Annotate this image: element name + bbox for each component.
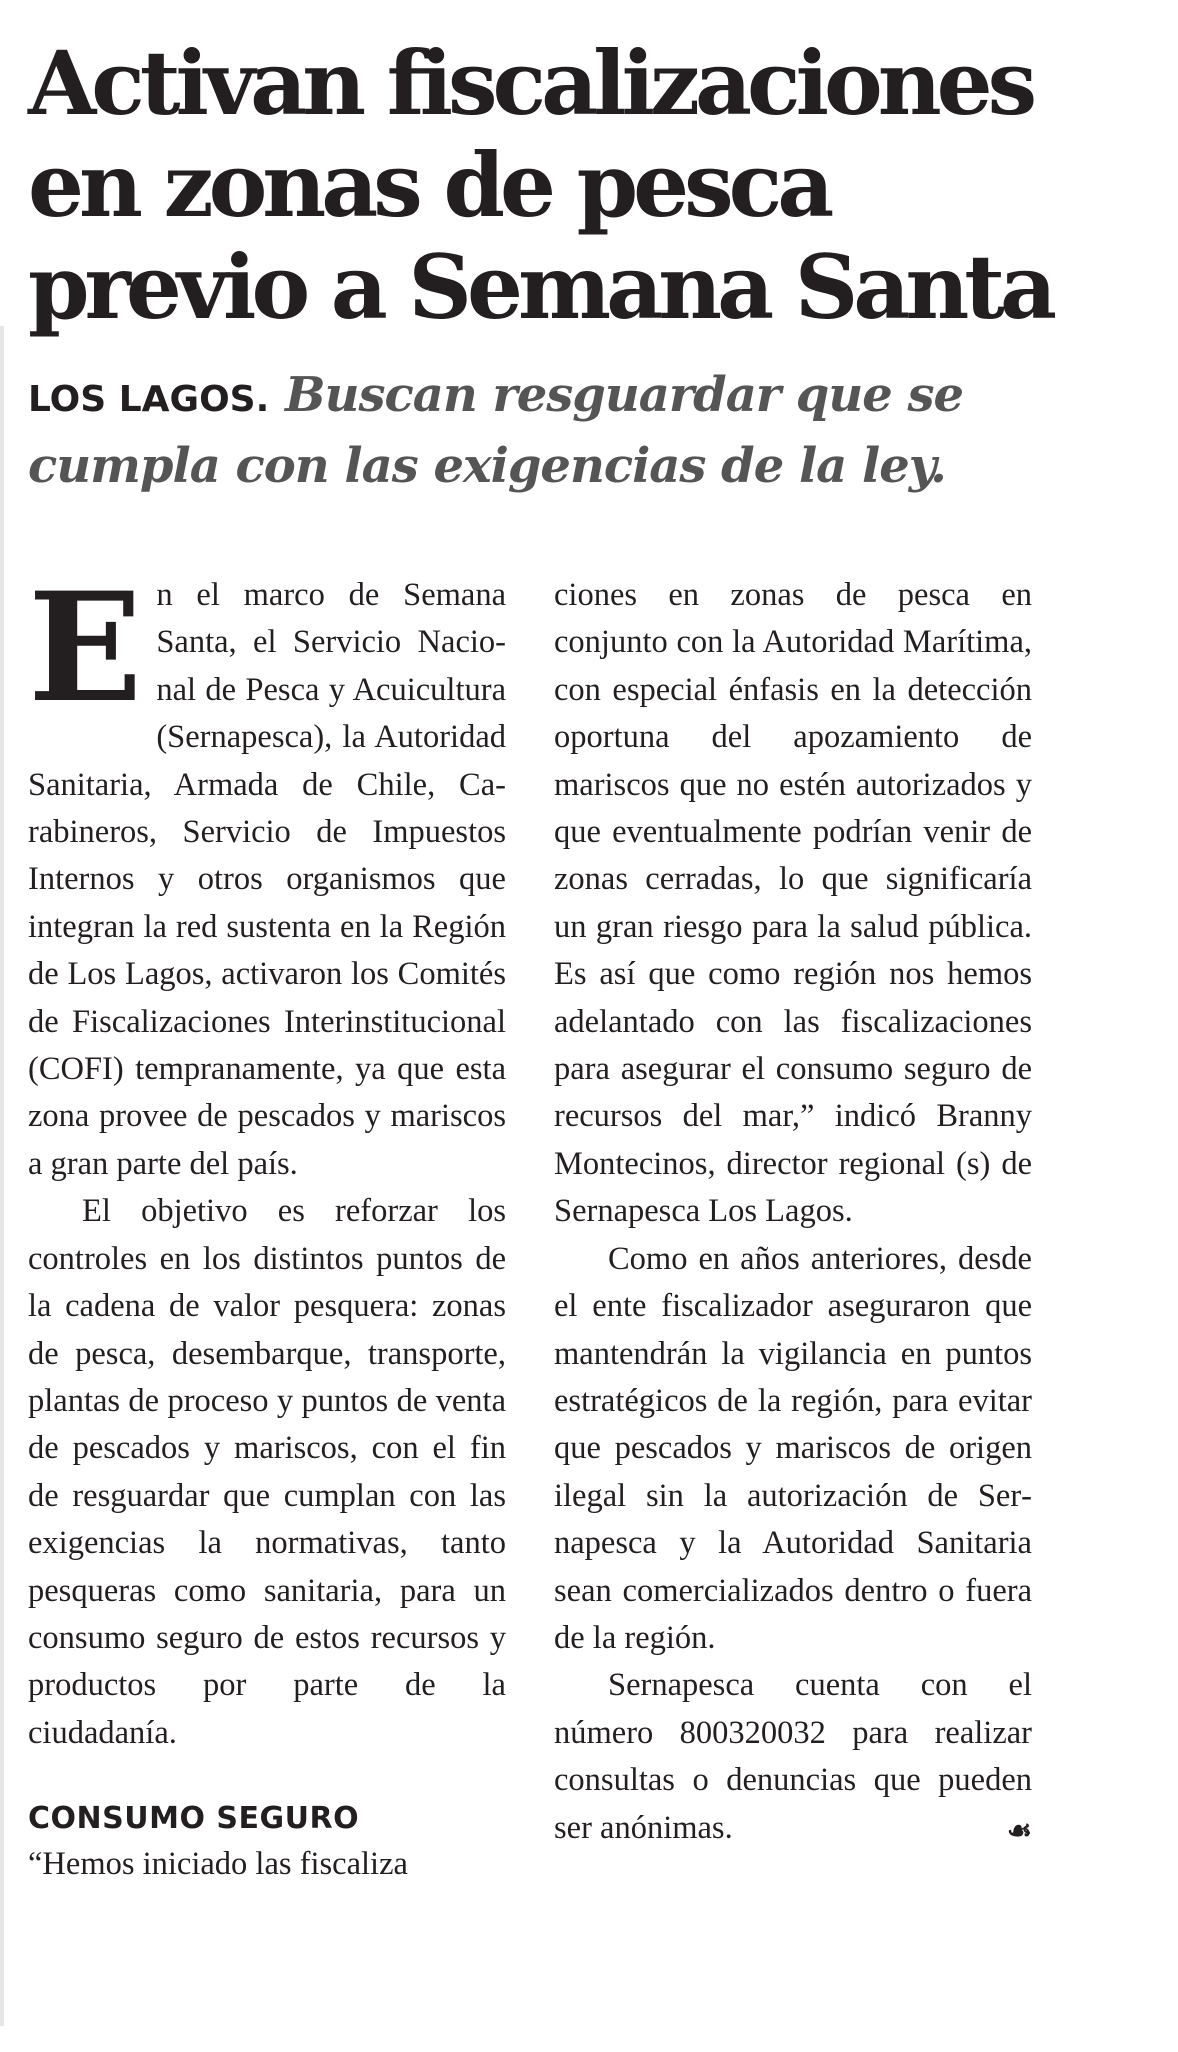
lead-text: Buscan resguardar que se cumpla con las exigencias de la ley.: [28, 367, 964, 494]
deck: [28, 362, 1128, 499]
paragraph-5-text: Sernapesca cuenta con el número 800320032 para realizar consultas o denuncias que pueden ser anónimas.: [554, 1667, 1032, 1846]
headline: [28, 32, 1128, 338]
left-margin-rule: [0, 326, 4, 2026]
paragraph-1: [28, 560, 506, 1188]
end-mark-icon: ☙: [1006, 1813, 1032, 1847]
column-left: [28, 560, 506, 1889]
column-right: [554, 572, 1032, 1854]
headline-line: previo a Semana Santa: [28, 235, 1052, 339]
subhead-consumo-seguro: CONSUMO SEGURO: [28, 1801, 360, 1837]
headline-line: en zonas de pesca: [28, 133, 830, 237]
paragraph-5: [554, 1662, 1032, 1852]
paragraph-3-start: “Hemos iniciado las fiscaliza: [28, 1846, 408, 1883]
paragraph-1-text: n el marco de Semana Santa, el Servicio Nacional de Pesca y Acuicultura (Sernapesca), la Autoridad Sanitaria, Armada de Chile, Carabineros, Servicio de Impuestos Internos y otros organismos que integran la red sustenta en la Región de Los Lagos, activaron los Comités de Fiscalizaciones Interinstitucional (COFI) tempranamente, ya que esta zona provee de pescados y mariscos a gran parte del país.: [28, 577, 506, 1182]
kicker: LOS LAGOS.: [28, 379, 270, 420]
paragraph-4: Como en años anteriores, desde el ente fiscalizador aseguraron que mantendrán la vigilancia en puntos estratégicos de la región, para evitar que pescados y mariscos de origen ilegal sin la autorización de Sernapesca y la Autoridad Sanitaria sean comercializados dentro o fuera de la región.: [554, 1240, 1032, 1656]
drop-cap: E: [28, 560, 143, 736]
headline-line: Activan fiscalizaciones: [28, 31, 1033, 135]
paragraph-3-continued: ciones en zonas de pesca en conjunto con la Autoridad Marítima, con especial énfasis en la detección oportuna del apozamiento de mariscos que no estén autorizados y que eventualmente podrían venir de zonas cerradas, lo que significaría un gran riesgo para la salud pública. Es así que como región nos hemos adelantado con las fiscalizaciones para asegurar el consumo seguro de recursos del mar,” indicó Branny Montecinos, director regional (s) de Sernapesca Los Lagos.: [554, 577, 1032, 1230]
paragraph-2: El objetivo es reforzar los controles en los distintos puntos de la cadena de valor pesquera: zonas de pesca, desembarque, transporte, plantas de proceso y puntos de venta de pescados y mariscos, con el fin de resguardar que cumplan con las exigencias la normativas, tanto pesqueras como sanitaria, para un consumo seguro de estos recursos y productos por parte de la ciudadanía.: [28, 1193, 506, 1751]
